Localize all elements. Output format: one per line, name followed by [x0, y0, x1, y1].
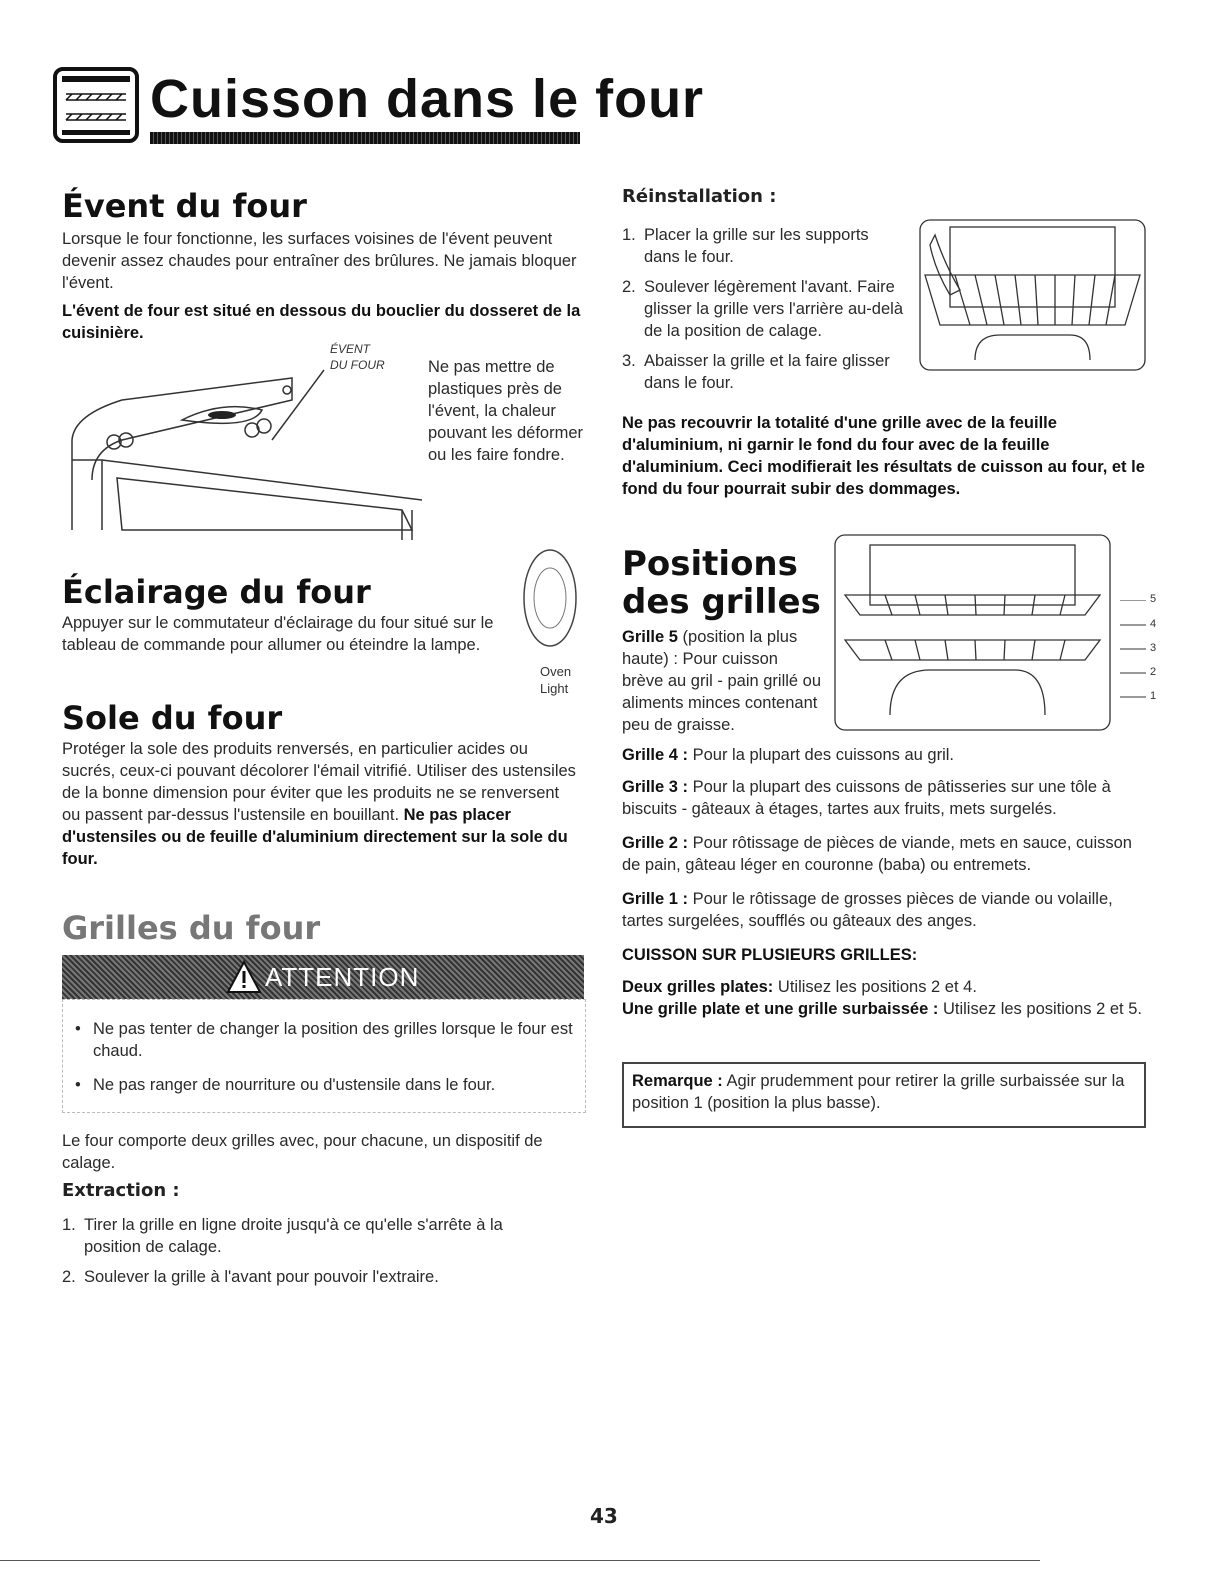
attention-bullet-1: • Ne pas tenter de changer la position des grilles lorsque le four est chaud.	[75, 1020, 573, 1060]
list-item: 3. Abaisser la grille et la faire glisser dans le four.	[622, 352, 890, 392]
oven-light-switch-icon	[520, 544, 580, 652]
grilles-paragraph: Le four comporte deux grilles avec, pour chacune, un dispositif de calage.	[62, 1132, 543, 1172]
rack-number-4: 4	[1150, 618, 1157, 630]
grille-5-text: Grille 5 (position la plus haute) : Pour cuisson brève au gril - pain grillé ou aliments minces contenant peu de graisse.	[622, 628, 822, 734]
grille-1-text: Grille 1 : Pour le rôtissage de grosses pièces de viande ou volaille, tartes surgelées, soufflés ou gâteaux des anges.	[622, 890, 1113, 930]
vent-callout-1: ÉVENT	[330, 342, 371, 356]
list-item: 1. Placer la grille sur les supports dans le four.	[622, 226, 869, 266]
extraction-heading: Extraction :	[62, 1180, 180, 1201]
vent-side-text: Ne pas mettre de plastiques près de l'évent, la chaleur pouvant les déformer ou les faire fondre.	[428, 358, 584, 464]
une-grille-text: Une grille plate et une grille surbaissée : Utilisez les positions 2 et 5.	[622, 1000, 1142, 1018]
multi-grilles-heading: CUISSON SUR PLUSIEURS GRILLES:	[622, 946, 918, 964]
title-rule	[150, 132, 580, 144]
remark-text: Remarque : Agir prudemment pour retirer la grille surbaissée sur la position 1 (position la plus basse).	[632, 1072, 1125, 1112]
reinstall-warning: Ne pas recouvrir la totalité d'une grille avec de la feuille d'aluminium, ni garnir le fond du four avec de la feuille d'aluminium. Ceci modifierait les résultats de cuisson au four, et le fond du four pourrait subir des dommages.	[622, 414, 1145, 498]
light-heading: Éclairage du four	[62, 573, 371, 611]
oven-icon	[52, 66, 140, 146]
list-item: 1. Tirer la grille en ligne droite jusqu'à ce qu'elle s'arrête à la position de calage.	[62, 1216, 503, 1256]
rack-number-5: 5	[1150, 593, 1157, 605]
oven-light-label-1: Oven	[540, 664, 572, 679]
grille-4-text: Grille 4 : Pour la plupart des cuissons au gril.	[622, 746, 955, 764]
rack-install-illustration	[915, 215, 1150, 375]
vent-callout-2: DU FOUR	[330, 358, 385, 372]
rack-number-1: 1	[1150, 690, 1157, 702]
footer-rule	[0, 1560, 1040, 1561]
light-paragraph: Appuyer sur le commutateur d'éclairage du four situé sur le tableau de commande pour allumer ou éteindre la lampe.	[62, 614, 494, 654]
deux-grilles-text: Deux grilles plates: Utilisez les positions 2 et 4.	[622, 978, 977, 996]
reinstall-steps	[622, 224, 907, 402]
reinstall-heading: Réinstallation :	[622, 186, 777, 207]
grille-2-text: Grille 2 : Pour rôtissage de pièces de viande, mets en sauce, cuisson de pain, gâteau léger en couronne (baba) ou entremets.	[622, 834, 1132, 874]
positions-heading-2: des grilles	[622, 582, 821, 622]
list-item: 2. Soulever la grille à l'avant pour pouvoir l'extraire.	[62, 1268, 439, 1286]
oven-light-label-2: Light	[540, 681, 569, 696]
vent-bold-note: L'évent de four est situé en dessous du bouclier du dosseret de la cuisinière.	[62, 302, 581, 342]
grille-3-text: Grille 3 : Pour la plupart des cuissons de pâtisseries sur une tôle à biscuits - gâteaux à étages, tartes aux fruits, mets surgelés.	[622, 778, 1111, 818]
bullet-dot: •	[75, 1076, 81, 1094]
rack-leader-lines	[1120, 600, 1148, 700]
extraction-steps	[62, 1214, 562, 1296]
sole-text: Protéger la sole des produits renversés, en particulier acides ou sucrés, ceux-ci pouvant décolorer l'émail vitrifié. Utiliser des ustensiles de la bonne dimension pour éviter que les produits ne se renversent ou passent par-dessus l'ustensile en bouillant.	[62, 740, 576, 824]
positions-heading-1: Positions	[622, 544, 798, 584]
vent-heading: Évent du four	[62, 187, 307, 225]
bullet-dot: •	[75, 1020, 81, 1038]
page-title: Cuisson dans le four	[150, 69, 705, 129]
page-number: 43	[590, 1504, 618, 1528]
vent-paragraph: Lorsque le four fonctionne, les surfaces voisines de l'évent peuvent devenir assez chaudes pour entraîner des brûlures. Ne jamais bloquer l'évent.	[62, 230, 577, 292]
grilles-heading: Grilles du four	[62, 909, 321, 947]
list-item: 2. Soulever légèrement l'avant. Faire glisser la grille vers l'arrière au-delà de la position de calage.	[622, 278, 903, 340]
warning-triangle-icon	[226, 960, 262, 994]
sole-paragraph	[62, 738, 582, 870]
rack-number-3: 3	[1150, 642, 1157, 654]
rack-positions-illustration	[830, 530, 1115, 735]
sole-bold: Ne pas placer d'ustensiles ou de feuille d'aluminium directement sur la sole du four.	[62, 806, 568, 868]
sole-heading: Sole du four	[62, 699, 283, 737]
attention-bullet-2: • Ne pas ranger de nourriture ou d'ustensile dans le four.	[75, 1076, 496, 1094]
cooktop-illustration	[62, 360, 432, 540]
attention-label: ATTENTION	[265, 962, 420, 992]
rack-number-2: 2	[1150, 666, 1157, 678]
